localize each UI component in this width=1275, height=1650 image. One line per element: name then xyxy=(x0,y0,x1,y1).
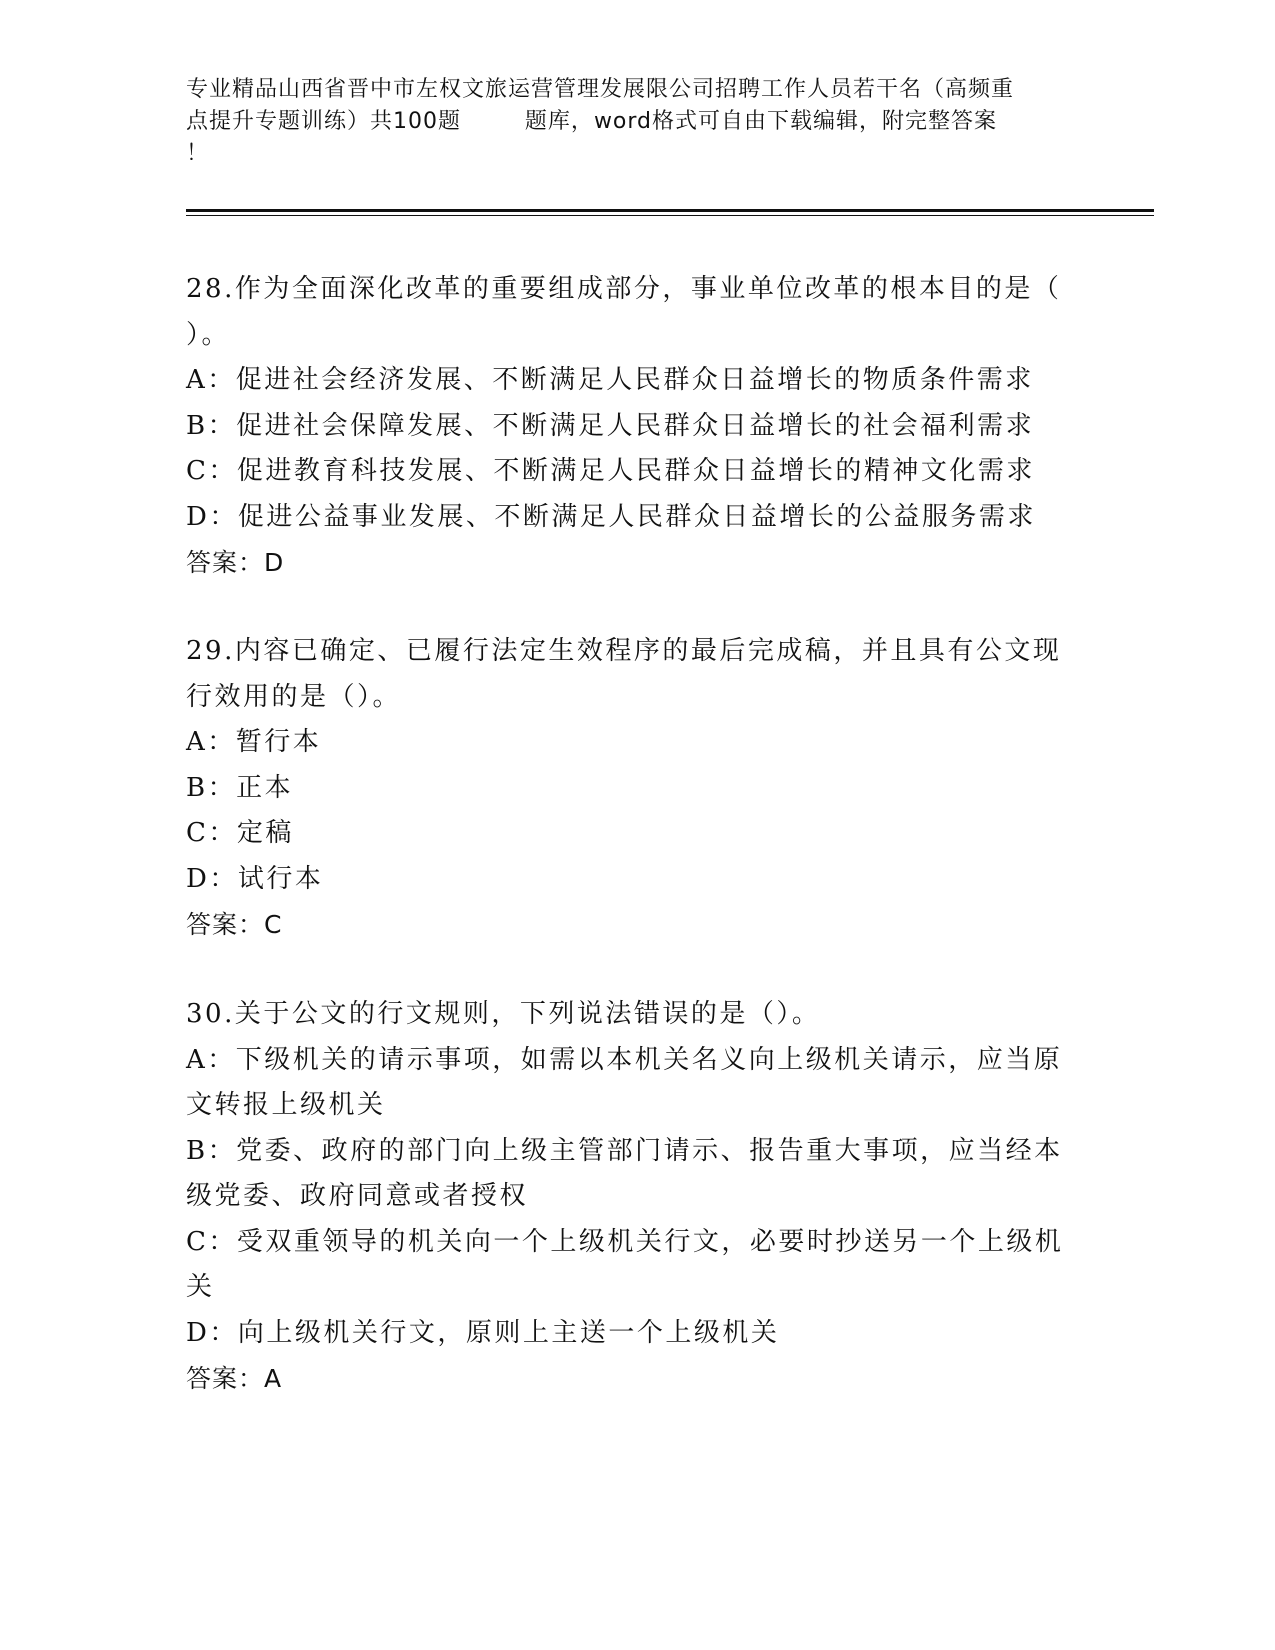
question-stem: 30.关于公文的行文规则，下列说法错误的是（）。 xyxy=(186,999,821,1029)
question-30 xyxy=(186,992,1086,1402)
question-29 xyxy=(186,629,1086,948)
header-line: 专业精品山西省晋中市左权文旅运营管理发展限公司招聘工作人员若干名（高频重 xyxy=(186,77,1015,102)
answer-label: 答案：D xyxy=(186,548,285,577)
option-d: D：试行本 xyxy=(186,863,324,894)
option-a: A：下级机关的请示事项，如需以本机关名义向上级机关请示，应当原 xyxy=(186,1044,1063,1075)
option-d: D：向上级机关行文，原则上主送一个上级机关 xyxy=(186,1317,780,1348)
option-c: C：定稿 xyxy=(186,818,294,848)
document-header xyxy=(186,74,1086,170)
option-a-continued: 文转报上级机关 xyxy=(186,1090,386,1120)
option-c: C：促进教育科技发展、不断满足人民群众日益增长的精神文化需求 xyxy=(186,456,1035,486)
question-stem: 28.作为全面深化改革的重要组成部分，事业单位改革的根本目的是（ xyxy=(186,274,1062,304)
option-d: D：促进公益事业发展、不断满足人民群众日益增长的公益服务需求 xyxy=(186,501,1036,532)
option-c-continued: 关 xyxy=(186,1272,215,1302)
option-b: B：促进社会保障发展、不断满足人民群众日益增长的社会福利需求 xyxy=(186,410,1035,441)
option-b: B：党委、政府的部门向上级主管部门请示、报告重大事项，应当经本 xyxy=(186,1135,1063,1166)
question-stem: 行效用的是（）。 xyxy=(186,681,402,712)
option-b-continued: 级党委、政府同意或者授权 xyxy=(186,1181,529,1211)
option-c: C：受双重领导的机关向一个上级机关行文，必要时抄送另一个上级机 xyxy=(186,1226,1064,1257)
header-line: 点提升专题训练）共100题 题库，word格式可自由下载编辑，附完整答案 xyxy=(186,109,998,134)
option-a: A：促进社会经济发展、不断满足人民群众日益增长的物质条件需求 xyxy=(186,365,1034,395)
option-b: B：正本 xyxy=(186,772,294,803)
answer-label: 答案：A xyxy=(186,1364,283,1393)
question-stem: ）。 xyxy=(186,319,231,350)
header-divider xyxy=(186,209,1154,216)
header-line: ！ xyxy=(186,141,210,166)
option-a: A：暂行本 xyxy=(186,727,322,757)
question-stem: 29.内容已确定、已履行法定生效程序的最后完成稿，并且具有公文现 xyxy=(186,636,1062,666)
answer-label: 答案：C xyxy=(186,910,283,939)
question-28 xyxy=(186,267,1086,586)
